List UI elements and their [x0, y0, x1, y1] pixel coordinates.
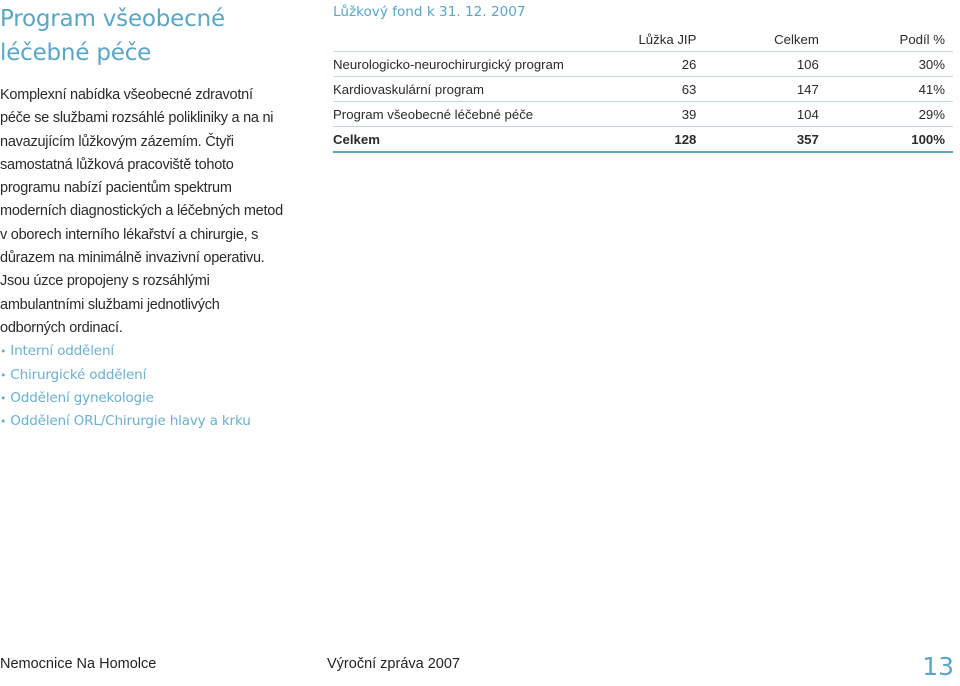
header-cell: Podíl % — [819, 27, 953, 52]
table-total-row — [333, 127, 953, 153]
page-number: 13 — [922, 652, 954, 681]
bed-capacity-table — [333, 27, 953, 153]
department-item[interactable] — [0, 387, 285, 410]
header-cell: Celkem — [696, 27, 818, 52]
department-label: Oddělení gynekologie — [10, 389, 154, 406]
cell-icu-beds: 26 — [600, 52, 697, 77]
cell-share: 41% — [819, 77, 953, 102]
intro-paragraph: Komplexní nabídka všeobecné zdravotní péče se službami rozsáhlé polikliniky a na ni navazujícím lůžkovým zázemím. Čtyři samostatná lůžková pracoviště tohoto programu nabízí pacientům spektrum moderních diagnostických a léčebných metod v oborech interního lékařství a chirurgie, s důrazem na minimálně invazivní operativu. Jsou úzce propojeny s rozsáhlými ambulantními službami jednotlivých odborných ordinací. — [0, 87, 283, 336]
left-column — [0, 0, 292, 70]
department-item[interactable] — [0, 410, 285, 433]
department-item[interactable] — [0, 364, 285, 387]
bullet-icon: • — [0, 368, 7, 382]
cell-total: 106 — [696, 52, 818, 77]
row-label: Neurologicko-neurochirurgický program — [333, 52, 600, 77]
cell-icu-beds: 63 — [600, 77, 697, 102]
right-column — [333, 0, 955, 147]
cell-share: 30% — [819, 52, 953, 77]
table-row — [333, 102, 953, 127]
bullet-icon: • — [0, 391, 7, 405]
header-cell — [333, 27, 600, 52]
footer-organization: Nemocnice Na Homolce — [0, 656, 157, 672]
department-label: Interní oddělení — [10, 343, 114, 360]
cell-total: 104 — [696, 102, 818, 127]
row-label: Program všeobecné léčebné péče — [333, 102, 600, 127]
header-cell: Lůžka JIP — [600, 27, 697, 52]
page-footer — [0, 652, 960, 686]
total-label: Celkem — [333, 127, 600, 153]
department-label: Oddělení ORL/Chirurgie hlavy a krku — [10, 413, 251, 430]
row-label: Kardiovaskulární program — [333, 77, 600, 102]
table-title: Lůžkový fond k 31. 12. 2007 — [333, 4, 526, 20]
bullet-icon: • — [0, 345, 7, 359]
cell-icu-beds: 39 — [600, 102, 697, 127]
section-title: Program všeobecné léčebné péče — [0, 6, 225, 66]
footer-report-title: Výroční zpráva 2007 — [327, 656, 460, 672]
total-beds: 357 — [696, 127, 818, 153]
table-header-row — [333, 27, 953, 52]
bullet-icon: • — [0, 415, 7, 429]
department-list — [0, 340, 285, 433]
cell-total: 147 — [696, 77, 818, 102]
cell-share: 29% — [819, 102, 953, 127]
intro-text — [0, 84, 285, 433]
department-item[interactable] — [0, 340, 285, 363]
total-icu-beds: 128 — [600, 127, 697, 153]
department-label: Chirurgické oddělení — [10, 366, 147, 383]
table-row — [333, 52, 953, 77]
table-row — [333, 77, 953, 102]
total-share: 100% — [819, 127, 953, 153]
